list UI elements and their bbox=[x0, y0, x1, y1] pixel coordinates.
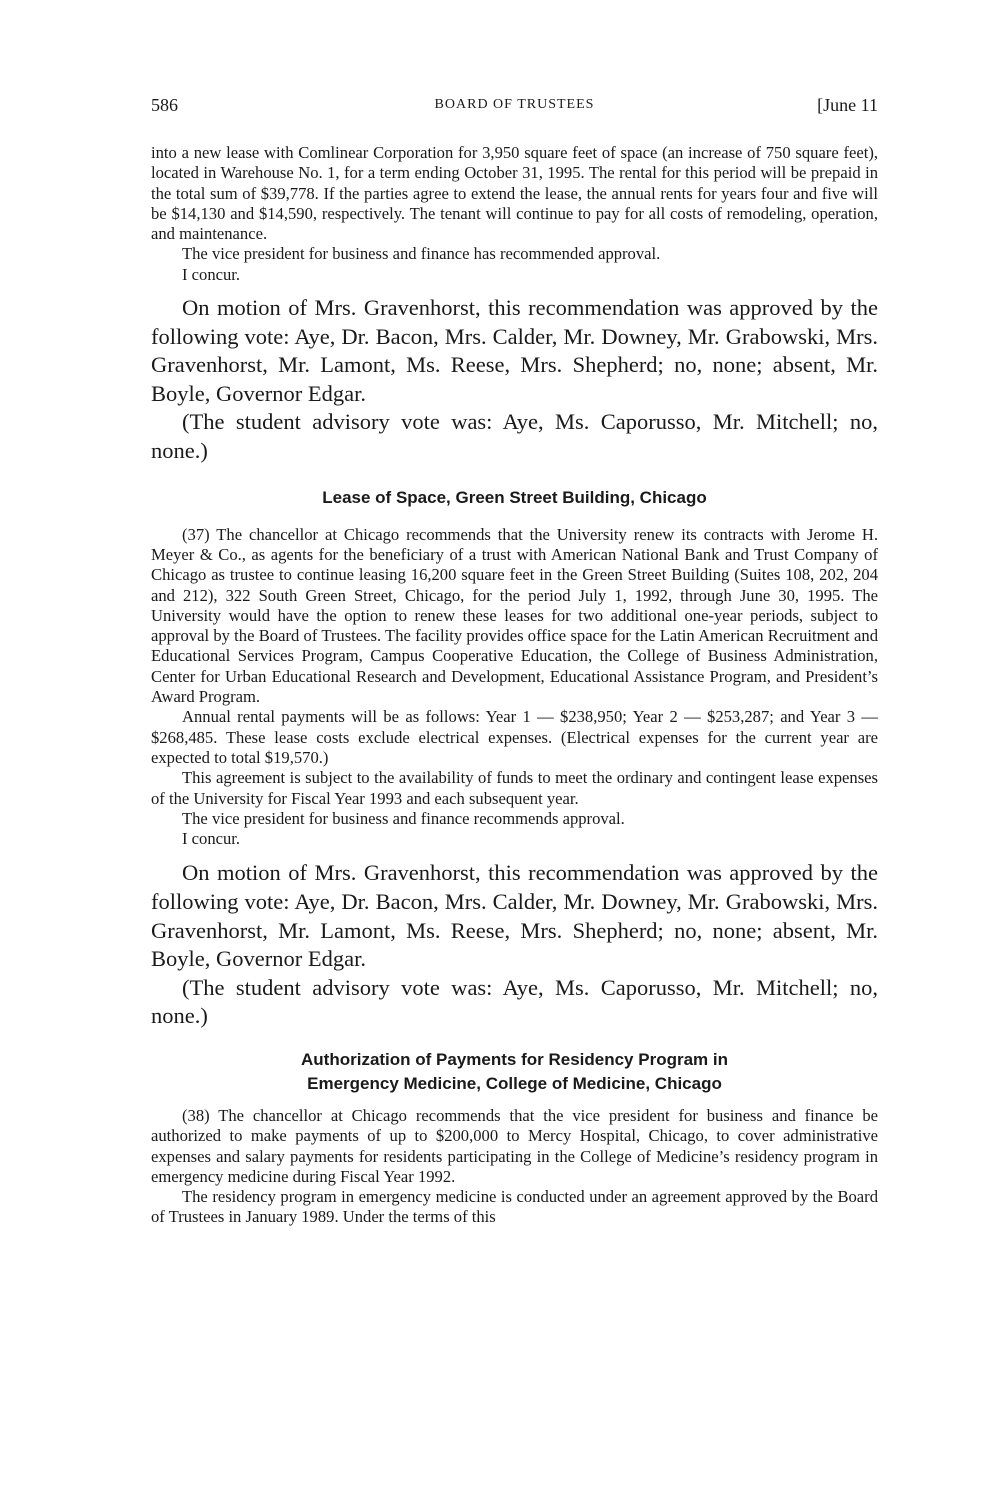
student-advisory-vote: (The student advisory vote was: Aye, Ms. Caporusso, Mr. Mitchell; no, none.) bbox=[151, 409, 878, 464]
section-heading-block bbox=[151, 1048, 878, 1096]
section-heading-line: Authorization of Payments for Residency Program in bbox=[301, 1049, 728, 1069]
running-title: BOARD OF TRUSTEES bbox=[434, 97, 595, 112]
concur-line: I concur. bbox=[182, 829, 241, 849]
section-heading: Lease of Space, Green Street Building, Chicago bbox=[322, 487, 707, 507]
motion-vote: On motion of Mrs. Gravenhorst, this recommendation was approved by the following vote: Aye, Dr. Bacon, Mrs. Calder, Mr. Downey, Mr. Grabowski, Mrs. Gravenhorst, Mr. Lamont, Ms. Reese, Mrs. Shepherd; no, none; absent, Mr. Boyle, Governor Edgar. bbox=[151, 295, 878, 406]
recommendation-line: The vice president for business and finance recommends approval. bbox=[182, 808, 625, 828]
section-heading-line: Emergency Medicine, College of Medicine, Chicago bbox=[307, 1073, 722, 1093]
motion-vote: On motion of Mrs. Gravenhorst, this recommendation was approved by the following vote: Aye, Dr. Bacon, Mrs. Calder, Mr. Downey, Mr. Grabowski, Mrs. Gravenhorst, Mr. Lamont, Ms. Reese, Mrs. Shepherd; no, none; absent, Mr. Boyle, Governor Edgar. bbox=[151, 860, 878, 972]
section-paragraph: The residency program in emergency medicine is conducted under an agreement approved by the Board of Trustees in January 1989. Under the terms of this bbox=[151, 1187, 878, 1227]
recommendation-line: The vice president for business and finance has recommended approval. bbox=[182, 244, 661, 264]
section-paragraph: (38) The chancellor at Chicago recommends that the vice president for business and finance be authorized to make payments of up to $200,000 to Mercy Hospital, Chicago, to cover administrative expenses and salary payments for residents participating in the College of Medicine’s residency program in emergency medicine during Fiscal Year 1992. bbox=[151, 1105, 878, 1186]
section-paragraph: Annual rental payments will be as follows: Year 1 — $238,950; Year 2 — $253,287; and Year 3 — $268,485. These lease costs exclude electrical expenses. (Electrical expenses for the current year are expected to total $19,570.) bbox=[151, 707, 878, 767]
document-page bbox=[151, 92, 878, 1228]
student-advisory-vote: (The student advisory vote was: Aye, Ms. Caporusso, Mr. Mitchell; no, none.) bbox=[151, 974, 878, 1029]
running-date: [June 11 bbox=[817, 95, 878, 115]
concur-line: I concur. bbox=[182, 264, 241, 284]
page-number: 586 bbox=[151, 95, 178, 115]
section-paragraph: This agreement is subject to the availability of funds to meet the ordinary and contingent lease expenses of the University for Fiscal Year 1993 and each subsequent year. bbox=[151, 768, 878, 808]
section-paragraph: (37) The chancellor at Chicago recommends that the University renew its contracts with Jerome H. Meyer & Co., as agents for the beneficiary of a trust with American National Bank and Trust Company of Chicago as trustee to continue leasing 16,200 square feet in the Green Street Building (Suites 108, 202, 204 and 212), 322 South Green Street, Chicago, for the period July 1, 1992, through June 30, 1995. The University would have the option to renew these leases for two additional one-year periods, subject to approval by the Board of Trustees. The facility provides office space for the Latin American Recruitment and Educational Services Program, Campus Cooperative Education, the College of Business Administration, Center for Urban Educational Research and Development, Educational Assistance Program, and President’s Award Program. bbox=[151, 524, 878, 707]
lease-continuation-paragraph: into a new lease with Comlinear Corporation for 3,950 square feet of space (an increase of 750 square feet), located in Warehouse No. 1, for a term ending October 31, 1995. The rental for this period will be prepaid in the total sum of $39,778. If the parties agree to extend the lease, the annual rents for years four and five will be $14,130 and $14,590, respectively. The tenant will continue to pay for all costs of remodeling, operation, and maintenance. bbox=[151, 143, 878, 244]
running-header bbox=[151, 92, 878, 118]
